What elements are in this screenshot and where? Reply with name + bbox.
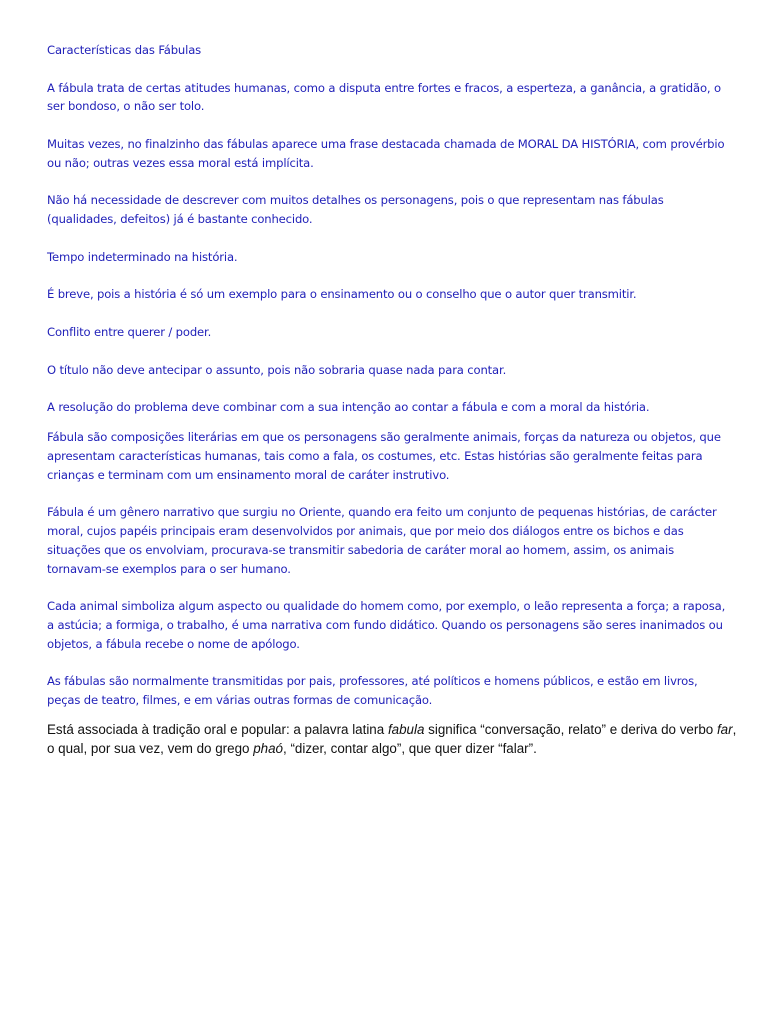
paragraph-4: Tempo indeterminado na história.: [47, 249, 238, 264]
paragraph-10: Fábula é um gênero narrativo que surgiu no Oriente, quando era feito um conjunto de pequenas histórias, de carácter moral, cujos papéis principais eram desenvolvidos por animais, que por meio dos diálogos entre os bichos e das situações que os envolviam, procurava-se transmitir sabedoria de caráter moral ao homem, assim, os animais tornavam-se exemplos para o ser humano.: [47, 505, 717, 576]
etymology-text-1: Está associada à tradição oral e popular: a palavra latina: [47, 721, 388, 737]
paragraph-etymology: [47, 720, 747, 758]
paragraph-6: Conflito entre querer / poder.: [47, 324, 212, 339]
paragraph-3: Não há necessidade de descrever com muitos detalhes os personagens, pois o que representam nas fábulas (qualidades, defeitos) já é bastante conhecido.: [47, 193, 664, 227]
paragraph-9: Fábula são composições literárias em que os personagens são geralmente animais, forças da natureza ou objetos, que apresentam características humanas, tais como a fala, os costumes, etc. Estas histórias são geralmente feitas para crianças e terminam com um ensinamento moral de caráter instrutivo.: [47, 429, 721, 482]
paragraph-2: Muitas vezes, no finalzinho das fábulas aparece uma frase destacada chamada de MORAL DA HISTÓRIA, com provérbio ou não; outras vezes essa moral está implícita.: [47, 136, 725, 170]
paragraph-1: A fábula trata de certas atitudes humanas, como a disputa entre fortes e fracos, a esperteza, a ganância, a gratidão, o ser bondoso, o não ser tolo.: [47, 80, 721, 114]
etymology-text-3: , o qual, por sua vez, vem do grego: [47, 721, 737, 756]
paragraph-8: A resolução do problema deve combinar com a sua intenção ao contar a fábula e com a moral da história.: [47, 400, 650, 415]
etymology-text-2: significa “conversação, relato” e deriva do verbo: [424, 721, 717, 737]
paragraph-11: Cada animal simboliza algum aspecto ou qualidade do homem como, por exemplo, o leão representa a força; a raposa, a astúcia; a formiga, o trabalho, é uma narrativa com fundo didático. Quando os personagens são seres inanimados ou objetos, a fábula recebe o nome de apólogo.: [47, 599, 726, 651]
paragraph-7: O título não deve antecipar o assunto, pois não sobraria quase nada para contar.: [47, 362, 507, 377]
document-page: [47, 41, 737, 758]
etymology-word-far: far: [716, 721, 733, 737]
paragraph-5: É breve, pois a história é só um exemplo para o ensinamento ou o conselho que o autor quer transmitir.: [47, 287, 637, 302]
paragraph-12: As fábulas são normalmente transmitidas por pais, professores, até políticos e homens públicos, e estão em livros, peças de teatro, filmes, e em várias outras formas de comunicação.: [47, 674, 698, 708]
etymology-word-fabula: fabula: [387, 721, 425, 737]
etymology-word-phao: phaó: [253, 740, 283, 756]
etymology-text-4: , “dizer, contar algo”, que quer dizer “falar”.: [283, 740, 537, 756]
document-title: Características das Fábulas: [47, 43, 202, 57]
